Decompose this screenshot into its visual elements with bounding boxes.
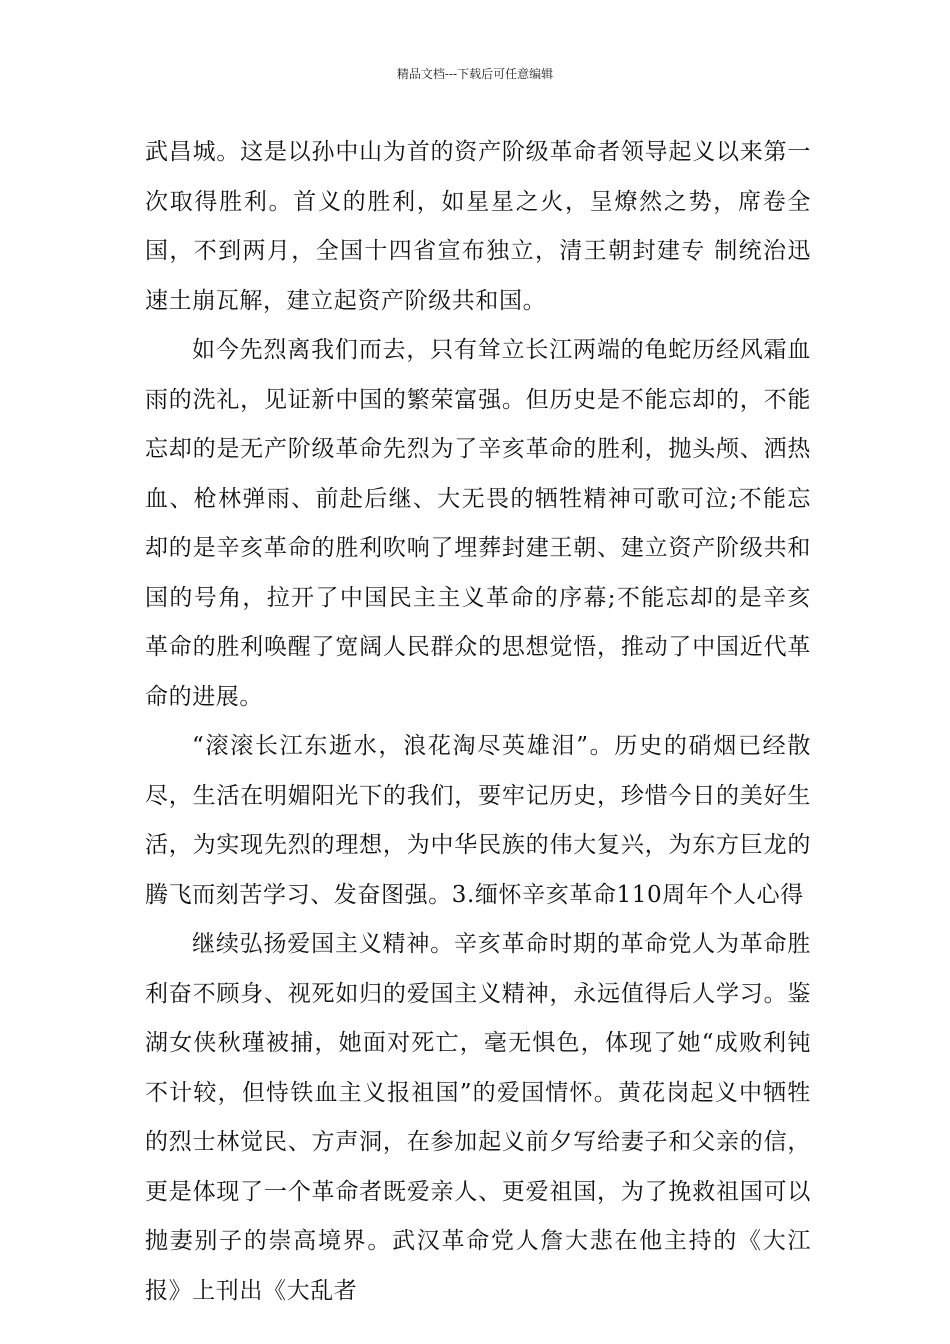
paragraph-3: “滚滚长江东逝水，浪花淘尽英雄泪”。历史的硝烟已经散尽，生活在明媚阳光下的我们，要牢记历史，珍惜今日的美好生活，为实现先烈的理想，为中华民族的伟大复兴，为东方巨龙的腾飞而刻苦学习、发奋图强。3.缅怀辛亥革命110周年个人心得 [145, 733, 811, 908]
paragraph-1: 武昌城。这是以孙中山为首的资产阶级革命者领导起义以来第一次取得胜利。首义的胜利，如星星之火，呈燎然之势，席卷全国，不到两月，全国十四省宣布独立，清王朝封建专 制统治迅速土崩瓦解，建立起资产阶级共和国。 [145, 139, 811, 314]
document-body [145, 128, 811, 1316]
paragraph-4: 继续弘扬爱国主义精神。辛亥革命时期的革命党人为革命胜利奋不顾身、视死如归的爱国主义精神，永远值得后人学习。鉴湖女侠秋瑾被捕，她面对死亡，毫无惧色，体现了她“成败利钝不计较，但恃铁血主义报祖国”的爱国情怀。黄花岗起义中牺牲的烈士林觉民、方声洞，在参加起义前夕写给妻子和父亲的信，更是体现了一个革命者既爱亲人、更爱祖国，为了挽救祖国可以抛妻别子的崇高境界。武汉革命党人詹大悲在他主持的《大江报》上刊出《大乱者 [145, 931, 811, 1304]
paragraph-2: 如今先烈离我们而去，只有耸立长江两端的龟蛇历经风霜血雨的洗礼，见证新中国的繁荣富强。但历史是不能忘却的，不能忘却的是无产阶级革命先烈为了辛亥革命的胜利，抛头颅、洒热血、枪林弹雨、前赴后继、大无畏的牺牲精神可歌可泣;不能忘却的是辛亥革命的胜利吹响了埋葬封建王朝、建立资产阶级共和国的号角，拉开了中国民主主义革命的序幕;不能忘却的是辛亥革命的胜利唤醒了宽阔人民群众的思想觉悟，推动了中国近代革命的进展。 [145, 337, 811, 710]
page-header: 精品文档---下载后可任意编辑 [396, 67, 554, 81]
